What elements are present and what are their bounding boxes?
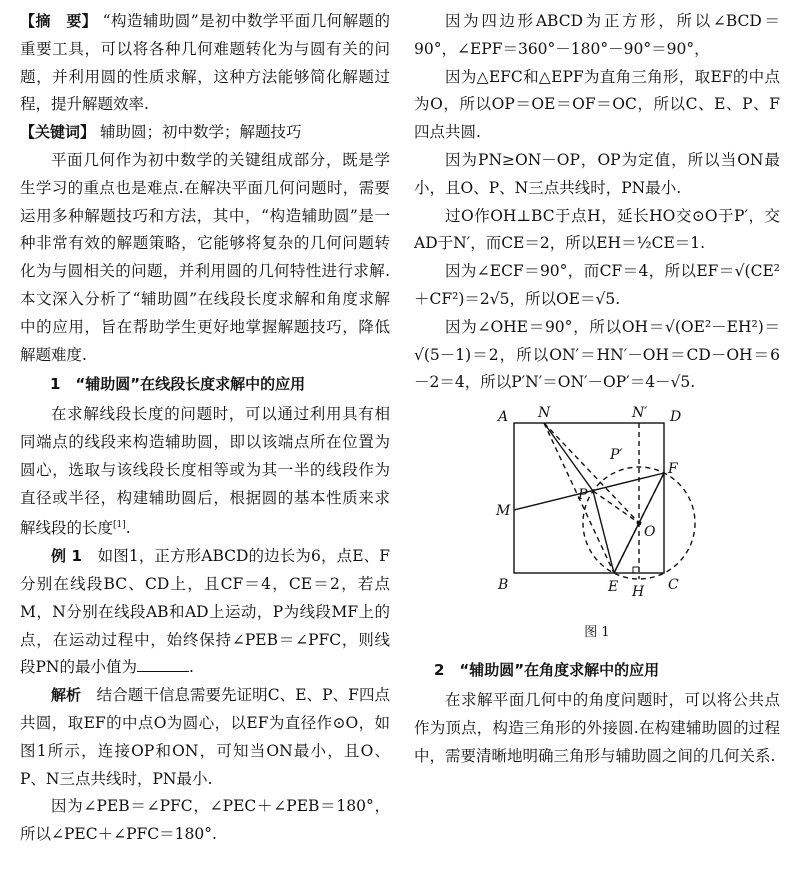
- proof-paragraph-3: 因为PN≥ON－OP，OP为定值，所以当ON最小，且O、P、N三点共线时，PN最小.: [414, 150, 780, 197]
- label-n-prime: N′: [632, 405, 648, 422]
- label-o: O: [644, 524, 656, 541]
- abstract-text: “构造辅助圆”是初中数学平面几何解题的重要工具，可以将各种几何难题转化为与圆有关的问题，并利用圆的性质求解，这种方法能够简化解题过程，提升解题效率.: [20, 12, 390, 114]
- section2-paragraph: 在求解平面几何中的角度问题时，可以将公共点作为顶点，构造三角形的外接圆.在构建辅助圆的过程中，需要清晰地明确三角形与辅助圆之间的几何关系.: [414, 690, 780, 765]
- proof-paragraph-5: 因为∠ECF＝90°，而CF＝4，所以EF＝√(CE²＋CF²)＝2√5，所以OE＝√5.: [414, 262, 780, 308]
- example-label: 例 1: [51, 547, 82, 566]
- answer-blank: [137, 657, 189, 672]
- keywords: [20, 119, 390, 147]
- example-paragraph: 例 1 如图1，正方形ABCD的边长为6，点E、F分别在线段BC、CD上，且CF＝4，CE＝2，若点M，N分别在线段AB和AD上运动，P为线段MF上的点，在运动过程中，始终保持∠PEB＝∠PFC，则线段PN的最小值为 .: [20, 547, 390, 677]
- citation: [1]: [113, 520, 126, 531]
- analysis-text-1: 结合题干信息需要先证明C、E、P、F四点共圆，取EF的中点O为圆心，以EF为直径作⊙O，如图1所示，连接OP和ON，可知当ON最小，且O、P、N三点共线时，PN最小.: [20, 686, 390, 788]
- keywords-label: 【关键词】: [20, 123, 96, 142]
- label-h: H: [632, 584, 645, 601]
- section2-title: 2 “辅助圆”在角度求解中的应用: [434, 661, 660, 680]
- label-a: A: [498, 409, 509, 426]
- section1-text: 在求解线段长度的问题时，可以通过利用具有相同端点的线段来构造辅助圆，即以该端点所在位置为圆心，选取与该线段长度相等或为其一半的线段作为直径或半径，构建辅助圆后，根据圆的基本性质来求解线段的长度: [20, 405, 390, 538]
- label-d: D: [670, 409, 682, 426]
- label-n: N: [538, 405, 551, 422]
- segment-mf: [514, 473, 664, 510]
- proof-paragraph-1: 因为四边形ABCD为正方形，所以∠BCD＝90°，∠EPF＝360°－180°－90°＝90°，: [414, 12, 780, 58]
- figure-1: [414, 403, 780, 623]
- keywords-text: 辅助圆；初中数学；解题技巧: [99, 123, 302, 142]
- figure-caption: 图 1: [584, 625, 610, 641]
- geometry-diagram: [482, 403, 712, 623]
- label-p: P: [578, 487, 588, 504]
- segment-n-o: [544, 423, 639, 523]
- intro-paragraph: 平面几何作为初中数学的关键组成部分，既是学生学习的重点也是难点.在解决平面几何问题时，需要运用多种解题技巧和方法，其中，“构造辅助圆”是一种非常有效的解题策略，它能够将复杂的几何问题转化为与圆相关的问题，并利用圆的几何特性进行求解.本文深入分析了“辅助圆”在线段长度求解和角度求解中的应用，旨在帮助学生更好地掌握解题技巧，降低解题难度.: [20, 150, 390, 364]
- right-angle-mark: [633, 567, 639, 573]
- label-f: F: [668, 461, 678, 478]
- label-e: E: [608, 579, 619, 596]
- label-c: C: [668, 577, 679, 594]
- point-o: [637, 521, 642, 526]
- proof-paragraph-2: 因为△EFC和△EPF为直角三角形，取EF的中点为O，所以OP＝OE＝OF＝OC，所以C、E、P、F四点共圆.: [414, 67, 780, 142]
- right-column: [414, 8, 780, 770]
- analysis-label: 解析: [51, 686, 82, 705]
- proof-paragraph-6: 因为∠OHE＝90°，所以OH＝√(OE²－EH²)＝√(5－1)＝2，所以ON′＝HN′－OH＝CD－OH＝6－2＝4，所以P′N′＝ON′－OP′＝4－√5.: [414, 317, 780, 392]
- left-column: [20, 8, 390, 849]
- analysis-paragraph-2: 因为∠PEB＝∠PFC，∠PEC＋∠PEB＝180°，所以∠PEC＋∠PFC＝180°.: [20, 797, 390, 844]
- abstract: [20, 8, 390, 119]
- example-text: 如图1，正方形ABCD的边长为6，点E、F分别在线段BC、CD上，且CF＝4，CE＝2，若点M，N分别在线段AB和AD上运动，P为线段MF上的点，在运动过程中，始终保持∠PEB＝∠PFC，则线段PN的最小值为: [20, 547, 390, 677]
- section1-paragraph: 在求解线段长度的问题时，可以通过利用具有相同端点的线段来构造辅助圆，即以该端点所在位置为圆心，选取与该线段长度相等或为其一半的线段作为直径或半径，构建辅助圆后，根据圆的基本性质来求解线段的长度[1].: [20, 405, 390, 538]
- label-p-prime: P′: [610, 447, 623, 464]
- proof-paragraph-4: 过O作OH⊥BC于点H，延长HO交⊙O于P′，交AD于N′，而CE＝2，所以EH＝½CE＝1.: [414, 206, 780, 253]
- label-b: B: [498, 577, 509, 594]
- section1-title: 1 “辅助圆”在线段长度求解中的应用: [50, 375, 306, 394]
- analysis-paragraph: [20, 682, 390, 793]
- label-m: M: [496, 503, 511, 520]
- abstract-label: 【摘 要】: [20, 12, 98, 30]
- segment-n-p: [544, 423, 593, 491]
